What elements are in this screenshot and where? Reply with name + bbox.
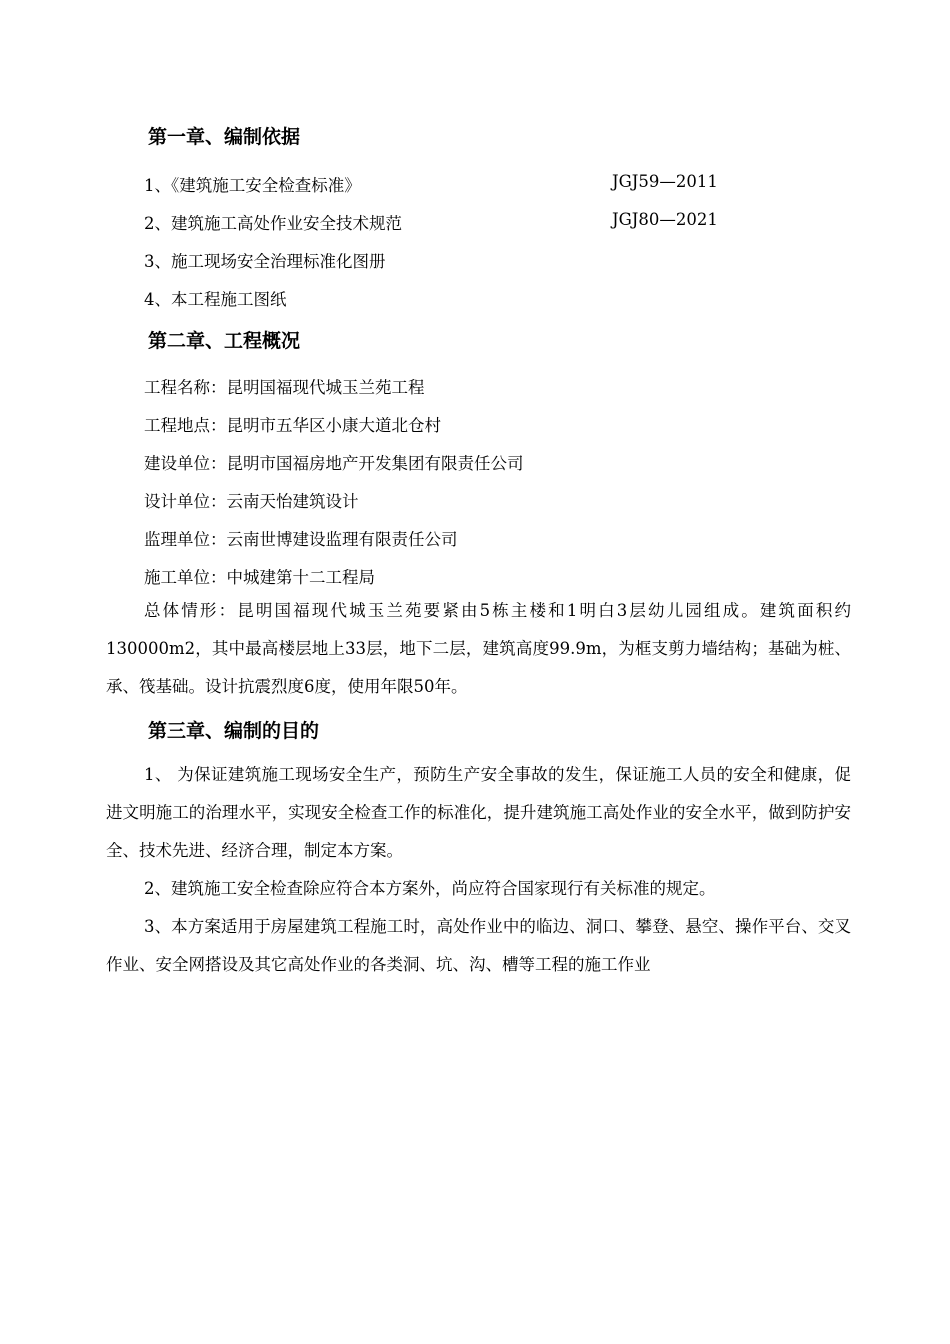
owner-unit-field: 建设单位：昆明市国福房地产开发集团有限责任公司 [144, 454, 524, 473]
basis-item-2-code: JGJ80—2021 [612, 210, 718, 229]
chapter3-heading: 第三章、编制的目的 [148, 720, 320, 742]
supervision-unit-field: 监理单位：云南世博建设监理有限责任公司 [144, 530, 458, 549]
purpose-paragraph-1: 1、 为保证建筑施工现场安全生产，预防生产安全事故的发生，保证施工人员的安全和健康，促进文明施工的治理水平，实现安全检查工作的标准化，提升建筑施工高处作业的安全水平，做到防护安全、技术先进、经济合理，制定本方案。 [106, 765, 851, 860]
basis-item-2: 2、建筑施工高处作业安全技术规范 [144, 214, 402, 233]
basis-item-4: 4、本工程施工图纸 [144, 290, 287, 309]
basis-item-1-code: JGJ59—2011 [612, 172, 718, 191]
purpose-paragraph-3: 3、本方案适用于房屋建筑工程施工时，高处作业中的临边、洞口、攀登、悬空、操作平台、交叉作业、安全网搭设及其它高处作业的各类洞、坑、沟、槽等工程的施工作业 [106, 917, 851, 974]
project-name-field: 工程名称：昆明国福现代城玉兰苑工程 [144, 378, 425, 397]
basis-item-3: 3、施工现场安全治理标准化图册 [144, 252, 386, 271]
chapter1-heading: 第一章、编制依据 [148, 126, 301, 148]
design-unit-field: 设计单位：云南天怡建筑设计 [144, 492, 359, 511]
project-summary-paragraph: 总体情形：昆明国福现代城玉兰苑要紧由5栋主楼和1明白3层幼儿园组成。建筑面积约130000m2，其中最高楼层地上33层，地下二层，建筑高度99.9m，为框支剪力墙结构；基础为桩、承、筏基础。设计抗震烈度6度，使用年限50年。 [106, 601, 851, 696]
chapter2-heading: 第二章、工程概况 [148, 330, 301, 352]
project-location-field: 工程地点：昆明市五华区小康大道北仓村 [144, 416, 441, 435]
construction-unit-field: 施工单位：中城建第十二工程局 [144, 568, 375, 587]
purpose-paragraph-2: 2、建筑施工安全检查除应符合本方案外，尚应符合国家现行有关标准的规定。 [144, 879, 716, 898]
basis-item-1: 1、《建筑施工安全检查标准》 [144, 176, 361, 195]
